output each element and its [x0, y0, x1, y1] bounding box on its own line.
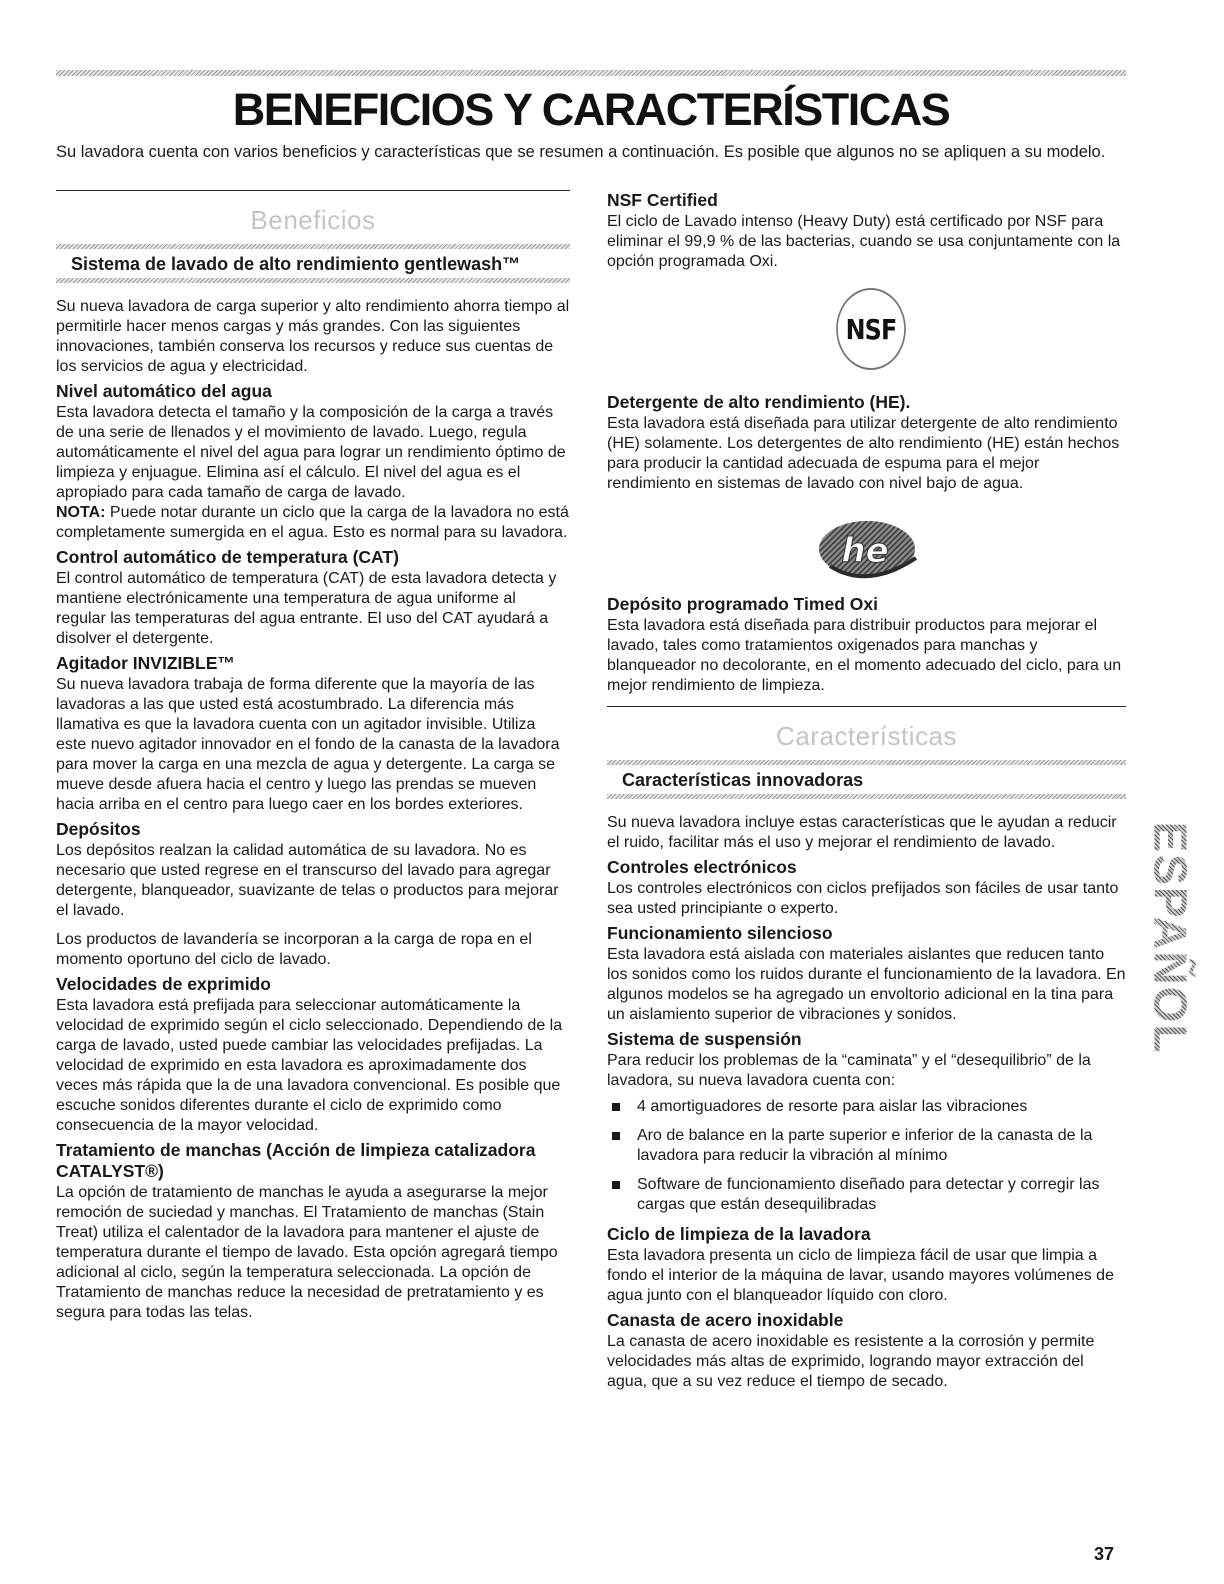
suspension-heading: Sistema de suspensión [607, 1029, 802, 1049]
water-level-heading: Nivel automático del agua [56, 381, 272, 401]
agitator-body: Su nueva lavadora trabaja de forma diferente que la mayoría de las lavadoras a las que usted está acostumbrado. La diferencia más llamativa es que la lavadora cuenta con un agitador invisible. Utiliza este nuevo agitador innovador en el fondo de la canasta de la lavadora para mover la carga en una mezcla de agua y detergente. La carga se mueve desde afuera hacia el centro y luego las prendas se mueven hacia arriba en el centro para luego caer en los bordes exteriores. [56, 676, 560, 813]
nsf-body: El ciclo de Lavado intenso (Heavy Duty) está certificado por NSF para eliminar el 99,9 % de las bacterias, cuando se usa conjuntamente con la opción programada Oxi. [607, 213, 1121, 270]
spin-heading: Velocidades de exprimido [56, 974, 271, 994]
dispensers-heading: Depósitos [56, 819, 141, 839]
language-tab-label: ESPAÑOL [1144, 821, 1197, 1055]
nsf-logo-icon: NSF [836, 288, 906, 370]
dispensers-body-1: Los depósitos realzan la calidad automática de su lavadora. No es necesario que usted regrese en el transcurso del lavado para agregar detergente, blanqueador, suavizante de telas o productos para mejorar el lavado. [56, 842, 559, 919]
list-item: 4 amortiguadores de resorte para aislar las vibraciones [607, 1097, 1126, 1117]
clean-cycle-heading: Ciclo de limpieza de la lavadora [607, 1224, 871, 1244]
dispensers-body-2: Los productos de lavandería se incorporan a la carga de ropa en el momento oportuno del ciclo de lavado. [56, 931, 532, 968]
nsf-heading: NSF Certified [607, 190, 718, 210]
nsf-logo-wrap [607, 288, 1126, 370]
section-title-features: Características [776, 721, 957, 751]
section-hatch [607, 760, 1126, 765]
quiet-body: Esta lavadora está aislada con materiales aislantes que reducen tanto los sonidos como los ruidos durante el funcionamiento de la lavadora. En algunos modelos se ha agregado un envoltorio adicional en la tina para un aislamiento superior de vibraciones y sonidos. [607, 946, 1126, 1023]
spacer [56, 283, 570, 297]
features-subtitle: Características innovadoras [622, 770, 864, 790]
page-intro: Su lavadora cuenta con varios beneficios y características que se resumen a continuación. Es posible que algunos no se apliquen a su modelo. [56, 143, 1106, 161]
he-logo-icon [812, 518, 922, 580]
quiet-heading: Funcionamiento silencioso [607, 923, 833, 943]
he-logo-text: he [840, 531, 889, 571]
spin-body: Esta lavadora está prefijada para seleccionar automáticamente la velocidad de exprimido según el ciclo seleccionado. Dependiendo de la carga de lavado, usted puede cambiar las velocidades prefijadas. La velocidad de exprimido en esta lavadora es aproximadamente dos veces más rápida que la de una lavadora convencional. Es posible que escuche sonidos diferentes durante el ciclo de exprimido como consecuencia de la mayor velocidad. [56, 997, 563, 1134]
right-column [607, 186, 1126, 1392]
cat-heading: Control automático de temperatura (CAT) [56, 547, 399, 567]
spacer [607, 799, 1126, 813]
spacer [607, 696, 1126, 706]
list-item: Aro de balance en la parte superior e inferior de la canasta de la lavadora para reducir la vibración al mínimo [607, 1126, 1126, 1166]
note-label: NOTA: [56, 504, 106, 521]
controls-heading: Controles electrónicos [607, 857, 797, 877]
suspension-list [607, 1097, 1126, 1215]
top-hatched-bar [56, 70, 1126, 76]
suspension-body: Para reducir los problemas de la “caminata” y el “desequilibrio” de la lavadora, su nueva lavadora cuenta con: [607, 1052, 1091, 1089]
page-number: 37 [1094, 1544, 1115, 1564]
water-level-note [56, 503, 570, 543]
oxi-heading: Depósito programado Timed Oxi [607, 594, 878, 614]
benefits-subtitle: Sistema de lavado de alto rendimiento gentlewash™ [71, 254, 521, 274]
language-side-tab [1144, 808, 1197, 1068]
water-level-body: Esta lavadora detecta el tamaño y la composición de la carga a través de una serie de llenados y el movimiento de lavado. Luego, regula automáticamente el nivel del agua para lograr un rendimiento óptimo de limpieza y enjuague. Elimina así el cálculo. El nivel del agua es el apropiado para cada tamaño de carga de lavado. [56, 404, 566, 501]
section-hatch [56, 244, 570, 249]
he-heading: Detergente de alto rendimiento (HE). [607, 392, 911, 412]
stain-heading: Tratamiento de manchas (Acción de limpieza catalizadora CATALYST®) [56, 1140, 536, 1181]
basket-heading: Canasta de acero inoxidable [607, 1310, 844, 1330]
page-title: BENEFICIOS Y CARACTERÍSTICAS [232, 84, 950, 135]
section-rule [56, 190, 570, 191]
features-intro: Su nueva lavadora incluye estas características que le ayudan a reducir el ruido, facilitar más el uso y mejorar el rendimiento de lavado. [607, 814, 1117, 851]
section-rule [607, 706, 1126, 707]
oxi-body: Esta lavadora está diseñada para distribuir productos para mejorar el lavado, tales como tratamientos oxigenados para manchas y blanqueador no decolorante, en el momento adecuado del ciclo, para un mejor rendimiento de limpieza. [607, 617, 1122, 694]
benefits-intro: Su nueva lavadora de carga superior y alto rendimiento ahorra tiempo al permitirle hacer menos cargas y más grandes. Con las siguientes innovaciones, también conserva los recursos y reduce sus cuentas de los servicios de agua y electricidad. [56, 298, 570, 375]
note-text: Puede notar durante un ciclo que la carga de la lavadora no está completamente sumergida en el agua. Esto es normal para su lavadora. [56, 504, 569, 541]
stain-body: La opción de tratamiento de manchas le ayuda a asegurarse la mejor remoción de suciedad y manchas. El Tratamiento de manchas (Stain Treat) utiliza el calentador de la lavadora para mantener el ajuste de temperatura durante el tiempo de lavado. Esta opción agregará tiempo adicional al ciclo, según la temperatura seleccionada. La opción de Tratamiento de manchas reduce la necesidad de pretratamiento y es segura para todas las telas. [56, 1184, 558, 1321]
list-item: Software de funcionamiento diseñado para detectar y corregir las cargas que están desequilibradas [607, 1175, 1126, 1215]
he-body: Esta lavadora está diseñada para utilizar detergente de alto rendimiento (HE) solamente. Los detergentes de alto rendimiento (HE) están hechos para producir la cantidad adecuada de espuma para el mejor rendimiento en sistemas de lavado con nivel bajo de agua. [607, 415, 1120, 492]
left-column [56, 190, 570, 1323]
cat-body: El control automático de temperatura (CAT) de esta lavadora detecta y mantiene electrónicamente una temperatura de agua uniforme al regular las temperaturas del agua entrante. El uso del CAT ayudará a disolver el detergente. [56, 570, 557, 647]
clean-cycle-body: Esta lavadora presenta un ciclo de limpieza fácil de usar que limpia a fondo el interior de la máquina de lavar, usando mayores volúmenes de agua junto con el blanqueador líquido con cloro. [607, 1247, 1114, 1304]
controls-body: Los controles electrónicos con ciclos prefijados son fáciles de usar tanto sea usted principiante o experto. [607, 880, 1119, 917]
agitator-heading: Agitador INVIZIBLE™ [56, 653, 235, 673]
he-logo-wrap [607, 518, 1126, 580]
section-title-benefits: Beneficios [250, 205, 376, 235]
basket-body: La canasta de acero inoxidable es resistente a la corrosión y permite velocidades más altas de exprimido, logrando mayor extracción del agua, que a su vez reduce el tiempo de secado. [607, 1333, 1095, 1390]
spacer [56, 921, 570, 930]
